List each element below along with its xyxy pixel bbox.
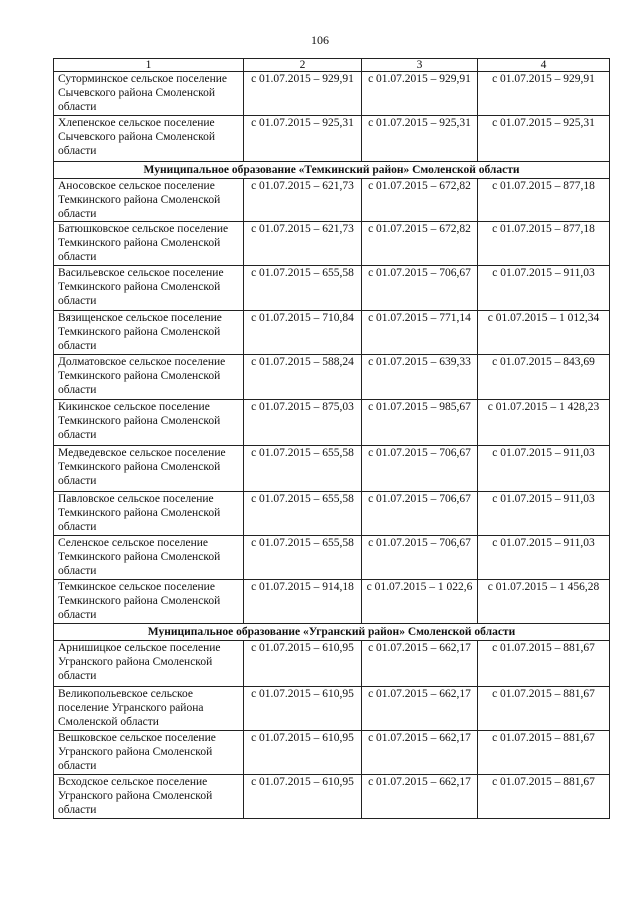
settlement-name: Медведевское сельское поселение Темкинского района Смоленской области [54,446,244,492]
settlement-name: Арнишицкое сельское поселение Угранского района Смоленской области [54,641,244,687]
value-column-3: с 01.07.2015 – 639,33 [362,355,478,400]
value-column-4: с 01.07.2015 – 911,03 [478,492,610,536]
value-column-4: с 01.07.2015 – 877,18 [478,179,610,222]
value-column-2: с 01.07.2015 – 621,73 [244,179,362,222]
value-column-3: с 01.07.2015 – 662,17 [362,775,478,819]
section-header-row [54,624,610,641]
table-row [54,446,610,492]
section-title: Муниципальное образование «Угранский район» Смоленской области [54,624,610,641]
value-column-4: с 01.07.2015 – 911,03 [478,536,610,580]
value-column-2: с 01.07.2015 – 710,84 [244,311,362,355]
value-column-4: с 01.07.2015 – 843,69 [478,355,610,400]
table-row [54,731,610,775]
table-row [54,687,610,731]
value-column-4: с 01.07.2015 – 911,03 [478,446,610,492]
table-row [54,116,610,162]
settlement-name: Долматовское сельское поселение Темкинского района Смоленской области [54,355,244,400]
settlement-name: Селенское сельское поселение Темкинского района Смоленской области [54,536,244,580]
settlement-name: Темкинское сельское поселение Темкинского района Смоленской области [54,580,244,624]
table-row [54,775,610,819]
table-row [54,266,610,311]
value-column-2: с 01.07.2015 – 655,58 [244,492,362,536]
settlement-name: Великопольевское сельское поселение Угранского района Смоленской области [54,687,244,731]
value-column-3: с 01.07.2015 – 985,67 [362,400,478,446]
value-column-4: с 01.07.2015 – 1 012,34 [478,311,610,355]
value-column-4: с 01.07.2015 – 881,67 [478,775,610,819]
header-row [54,59,610,72]
column-header-3: 3 [362,59,478,72]
settlement-name: Батюшковское сельское поселение Темкинского района Смоленской области [54,222,244,266]
table-row [54,179,610,222]
value-column-2: с 01.07.2015 – 929,91 [244,72,362,116]
table-row [54,641,610,687]
value-column-2: с 01.07.2015 – 655,58 [244,536,362,580]
value-column-2: с 01.07.2015 – 610,95 [244,641,362,687]
settlement-name: Суторминское сельское поселение Сычевского района Смоленской области [54,72,244,116]
value-column-2: с 01.07.2015 – 610,95 [244,775,362,819]
table-row [54,492,610,536]
table-row [54,72,610,116]
section-header-row [54,162,610,179]
value-column-2: с 01.07.2015 – 588,24 [244,355,362,400]
section-title: Муниципальное образование «Темкинский район» Смоленской области [54,162,610,179]
value-column-3: с 01.07.2015 – 662,17 [362,731,478,775]
table-row [54,311,610,355]
value-column-2: с 01.07.2015 – 610,95 [244,687,362,731]
tariff-table [53,58,610,819]
table-row [54,355,610,400]
value-column-2: с 01.07.2015 – 925,31 [244,116,362,162]
value-column-3: с 01.07.2015 – 672,82 [362,179,478,222]
settlement-name: Всходское сельское поселение Угранского района Смоленской области [54,775,244,819]
value-column-2: с 01.07.2015 – 621,73 [244,222,362,266]
settlement-name: Кикинское сельское поселение Темкинского района Смоленской области [54,400,244,446]
value-column-3: с 01.07.2015 – 706,67 [362,446,478,492]
value-column-3: с 01.07.2015 – 925,31 [362,116,478,162]
settlement-name: Васильевское сельское поселение Темкинского района Смоленской области [54,266,244,311]
value-column-4: с 01.07.2015 – 881,67 [478,641,610,687]
value-column-4: с 01.07.2015 – 877,18 [478,222,610,266]
value-column-3: с 01.07.2015 – 929,91 [362,72,478,116]
value-column-3: с 01.07.2015 – 1 022,6 [362,580,478,624]
table-row [54,222,610,266]
value-column-3: с 01.07.2015 – 662,17 [362,687,478,731]
value-column-2: с 01.07.2015 – 655,58 [244,446,362,492]
value-column-3: с 01.07.2015 – 771,14 [362,311,478,355]
settlement-name: Вязищенское сельское поселение Темкинского района Смоленской области [54,311,244,355]
table-body [54,72,610,819]
column-header-4: 4 [478,59,610,72]
value-column-2: с 01.07.2015 – 655,58 [244,266,362,311]
value-column-3: с 01.07.2015 – 706,67 [362,266,478,311]
value-column-2: с 01.07.2015 – 914,18 [244,580,362,624]
settlement-name: Павловское сельское поселение Темкинского района Смоленской области [54,492,244,536]
value-column-4: с 01.07.2015 – 929,91 [478,72,610,116]
value-column-4: с 01.07.2015 – 911,03 [478,266,610,311]
value-column-4: с 01.07.2015 – 881,67 [478,687,610,731]
value-column-2: с 01.07.2015 – 610,95 [244,731,362,775]
value-column-4: с 01.07.2015 – 1 456,28 [478,580,610,624]
value-column-3: с 01.07.2015 – 662,17 [362,641,478,687]
value-column-4: с 01.07.2015 – 881,67 [478,731,610,775]
table-row [54,580,610,624]
column-header-1: 1 [54,59,244,72]
value-column-3: с 01.07.2015 – 706,67 [362,536,478,580]
settlement-name: Вешковское сельское поселение Угранского района Смоленской области [54,731,244,775]
value-column-2: с 01.07.2015 – 875,03 [244,400,362,446]
table-row [54,400,610,446]
value-column-3: с 01.07.2015 – 672,82 [362,222,478,266]
value-column-4: с 01.07.2015 – 925,31 [478,116,610,162]
page-number: 106 [311,33,329,47]
column-header-2: 2 [244,59,362,72]
settlement-name: Хлепенское сельское поселение Сычевского района Смоленской области [54,116,244,162]
settlement-name: Аносовское сельское поселение Темкинского района Смоленской области [54,179,244,222]
table-row [54,536,610,580]
value-column-3: с 01.07.2015 – 706,67 [362,492,478,536]
value-column-4: с 01.07.2015 – 1 428,23 [478,400,610,446]
